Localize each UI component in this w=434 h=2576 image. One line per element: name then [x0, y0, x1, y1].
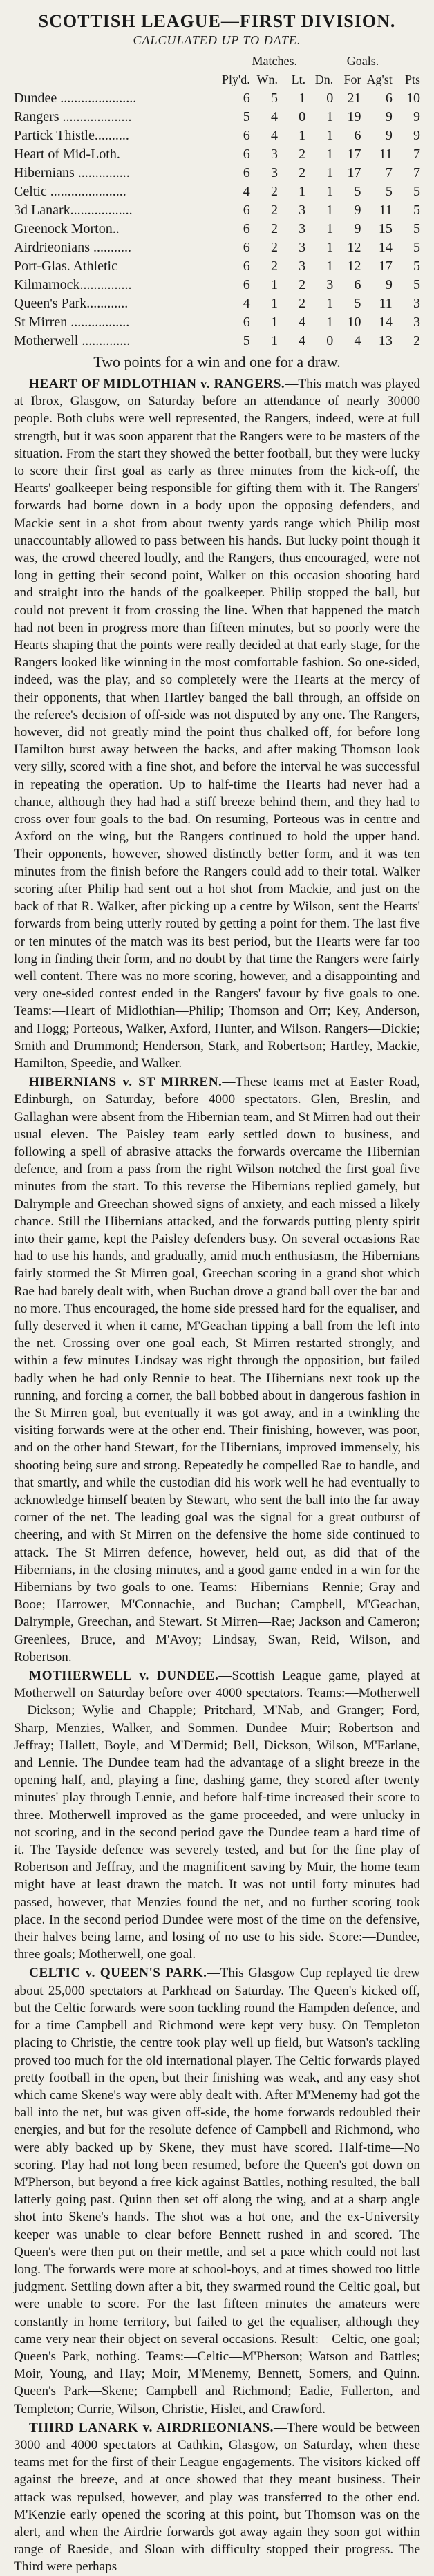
table-row [14, 276, 420, 294]
cell-d: 1 [326, 296, 334, 311]
cell-w: 2 [270, 184, 278, 199]
table-row [14, 257, 420, 276]
cell-w: 2 [270, 203, 278, 218]
cell-a: 11 [379, 147, 393, 162]
cell-a: 11 [379, 203, 393, 218]
cell-l: 1 [299, 91, 306, 106]
team-name: Partick Thistle.......... [14, 128, 129, 143]
cell-l: 3 [299, 240, 306, 255]
cell-pts: 5 [413, 277, 420, 292]
cell-p: 6 [243, 91, 250, 106]
report-body: —There would be between 3000 and 4000 spectators at Cathkin, Glasgow, on Saturday, when these teams met for the first of their League engagements. The visitors kicked off against the breeze, and at once showed that they meant business. Their attack was repulsed, however, and play was transferred to the other end. M'Kenzie early opened the scoring at this point, but Thomson was on the alert, and when the Airdrie forwards got away again they soon got within range of Raeside, and Sloan with difficulty stopped their progress. The Third were perhaps [14, 2420, 420, 2575]
col-played: Ply'd. [222, 73, 250, 86]
col-lost: Lt. [291, 73, 306, 86]
team-name: Heart of Mid-Loth. [14, 147, 120, 162]
col-won: Wn. [256, 73, 278, 86]
cell-p: 4 [243, 296, 250, 311]
cell-d: 0 [326, 91, 334, 106]
cell-p: 6 [243, 240, 250, 255]
cell-pts: 9 [413, 109, 420, 124]
cell-pts: 5 [413, 203, 420, 218]
report-body: —This match was played at Ibrox, Glasgow, on Saturday before an attendance of nearly 30000 people. Both clubs were well represented, the Rangers, indeed, were at full strength, but it was soon apparent that the Rangers were to be masters of the situation. From the start they showed the better football, but they were lucky to score their first goal as early as three minutes from the kick-off, the Hearts' goalkeeper being responsible for gifting them with it. The Rangers' forwards had borne down in a body upon the opposing defenders, and Mackie sent in a shot from about twenty yards range which Philip most unaccountably allowed to pass between his hands. But lucky point though it was, the crowd cheered loudly, and the Rangers, thus encouraged, were not long in getting their second point, Walker on this occasion shooting hard and straight into the hands of the goalkeeper. Philip stopped the ball, but could not prevent it from crossing the line. When that happened the match had not been in progress more than fifteen minutes, but so poorly were the Hearts shaping that the points were really decided at that early stage, for the Rangers looked like winning in the most comfortable fashion. So one-sided, indeed, was the play, and so completely were the Hearts at the mercy of their opponents, that when Hartley banged the ball through, an offside on the referee's decision of off-side was not disputed by any one. The Rangers, however, did not greatly mind the point thus chalked off, for before long Hamilton burst away between the backs, and after making Thomson look very silly, scored with a fine shot, and before the interval he was successful in repeating the operation. Up to half-time the Hearts had never had a chance, although they had had a stiff breeze behind them, and they had to cross over four goals to the bad. On resuming, Porteous was in centre and Axford on the wing, but the Rangers continued to hold the upper hand. Their opponents, however, showed distinctly better form, and it was ten minutes from the finish before the Rangers could add to their total. Walker scoring after Philip had sent out a hot shot from Mackie, and just on the back of that R. Walker, after picking up a centre by Wilson, sent the Hearts' forwards from being utterly routed by getting a point for them. The last five or ten minutes of the match was its best period, but the Hearts were far too long in finding their form, and no doubt by that time the Rangers were fairly well content. There was no more scoring, however, and a disappointing and very one-sided contest ended in the Rangers' favour by five goals to one. Teams:—Heart of Midlothian—Philip; Thomson and Orr; Key, Anderson, and Hogg; Porteous, Walker, Axford, Hunter, and Wilson. Rangers—Dickie; Smith and Drummond; Henderson, Stark, and Robertson; Hartley, Mackie, Hamilton, Speedie, and Walker. [14, 377, 420, 1071]
cell-l: 4 [299, 314, 306, 330]
table-group-header-row [14, 52, 420, 70]
cell-w: 3 [270, 147, 278, 162]
cell-f: 6 [354, 277, 361, 292]
col-goals-for: For [343, 73, 361, 86]
cell-pts: 7 [413, 165, 420, 180]
team-name: Greenock Morton.. [14, 221, 120, 236]
cell-a: 14 [378, 240, 393, 255]
report-heading: THIRD LANARK v. AIRDRIEONIANS. [29, 2420, 274, 2435]
cell-w: 1 [270, 333, 278, 348]
cell-d: 1 [326, 203, 334, 218]
table-row [14, 145, 420, 164]
cell-w: 2 [270, 240, 278, 255]
cell-w: 2 [270, 258, 278, 274]
league-table [14, 52, 420, 350]
cell-d: 1 [326, 258, 334, 274]
cell-f: 12 [347, 240, 361, 255]
table-row [14, 182, 420, 201]
table-row [14, 220, 420, 238]
match-report [14, 1073, 420, 1666]
cell-pts: 7 [413, 147, 420, 162]
cell-pts: 5 [413, 221, 420, 236]
cell-a: 9 [385, 277, 393, 292]
cell-d: 1 [326, 221, 334, 236]
cell-pts: 2 [413, 333, 420, 348]
team-name: Kilmarnock............... [14, 277, 132, 292]
team-name: Airdrieonians ........... [14, 240, 131, 255]
report-heading: HIBERNIANS v. ST MIRREN. [29, 1075, 223, 1090]
cell-f: 12 [347, 258, 361, 274]
report-body: —This Glasgow Cup replayed tie drew about 25,000 spectators at Parkhead on Saturday. The Queen's kicked off, but the Celtic forwards were soon tackling round the Hampden defence, and for a time Campbell and Richmond were kept very busy. On Templeton placing to Christie, the centre took play well up field, but Watson's tackling proved too much for the old international player. The Celtic forwards played pretty football in the open, but their finishing was weak, and any easy shot which came Skene's way were ably dealt with. After M'Menemy had got the ball into the net, but was given off-side, the home forwards redoubled their energies, and but for the resolute defence of Campbell and Richmond, who were ably backed up by Skene, they must have scored. Half-time—No scoring. Play had not long been resumed, before the Queen's got down on M'Pherson, but beyond a free kick against Battles, nothing resulted, the ball latterly going past. Quinn then set off along the wing, and at a sharp angle shot into Skene's hands. The shot was a hot one, and the ex-University keeper was unable to clear before Bennett rushed in and scored. The Queen's were then put on their mettle, and set a pace which could not last long. The forwards were more at school-boys, and at times showed too little judgment. Settling down after a bit, they swarmed round the Celtic goal, but were unable to score. For the last fifteen minutes the amateurs were constantly in home territory, but failed to get the equaliser, although they came very near their object on several occasions. Result:—Celtic, one goal; Queen's Park, nothing. Teams:—Celtic—M'Pherson; Watson and Battles; Moir, Young, and Hay; Moir, M'Menemy, Bennett, Somers, and Quinn. Queen's Park—Skene; Campbell and Richmond; Eadie, Fullerton, and Templeton; Currie, Wilson, Christie, Hislet, and Crawford. [14, 1966, 421, 2416]
cell-p: 6 [243, 147, 250, 162]
goals-group-label: Goals. [346, 54, 379, 68]
report-body: —Scottish League game, played at Motherwell on Saturday before over 4000 spectators. Teams:—Motherwell—Dickson; Wylie and Chapple; Pritchard, M'Nab, and Granger; Ford, Sharp, Menzies, Walker, and Sommen. Dundee—Muir; Robertson and Jeffray; Hallett, Boyle, and M'Dermid; Bell, Dickson, Wilson, M'Farlane, and Lennie. The Dundee team had the advantage of a slight breeze in the opening half, and, playing a fine, dashing game, they scored after twenty minutes' play through Lennie, and before half-time increased their score to three. Motherwell improved as the game proceeded, and were unlucky in not scoring, and in the second period gave the Dundee team a hard time of it. The Tayside defence was severely tested, and but for the fine play of Robertson and Jeffray, and the magnificent saving by Muir, the home team might have at least drawn the match. It was not until forty minutes had passed, however, that Menzies found the net, and no further scoring took place. In the second period Dundee were most of the time on the defensive, their halves being lame, and losing of no use to his side. Score:—Dundee, three goals; Motherwell, one goal. [14, 1668, 420, 1962]
team-name: 3d Lanark.................. [14, 203, 133, 218]
page-subtitle: CALCULATED UP TO DATE. [133, 33, 301, 47]
cell-l: 2 [299, 277, 306, 292]
page-title: SCOTTISH LEAGUE—FIRST DIVISION. [38, 11, 396, 31]
table-row [14, 89, 420, 108]
cell-a: 14 [378, 314, 393, 330]
matches-group-label: Matches. [252, 54, 297, 68]
table-column-header-row [14, 70, 420, 89]
cell-l: 2 [299, 165, 306, 180]
table-row [14, 238, 420, 257]
cell-w: 5 [270, 91, 278, 106]
cell-f: 17 [347, 147, 361, 162]
team-name: Rangers .................... [14, 109, 132, 124]
report-heading: HEART OF MIDLOTHIAN v. RANGERS. [29, 377, 285, 391]
cell-pts: 9 [413, 128, 420, 143]
cell-p: 6 [243, 128, 250, 143]
cell-f: 4 [354, 333, 361, 348]
cell-f: 6 [354, 128, 361, 143]
col-points: Pts [404, 73, 420, 86]
cell-p: 6 [243, 203, 250, 218]
team-name: Queen's Park............ [14, 296, 129, 311]
cell-f: 21 [347, 91, 361, 106]
report-heading: MOTHERWELL v. DUNDEE. [29, 1668, 219, 1684]
cell-d: 0 [326, 333, 334, 348]
match-report [14, 2419, 420, 2576]
team-name: Port-Glas. Athletic [14, 258, 117, 274]
cell-w: 3 [270, 165, 278, 180]
cell-l: 3 [299, 221, 306, 236]
report-body: —These teams met at Easter Road, Edinburgh, on Saturday, before 4000 spectators. Glen, Breslin, and Gallaghan were absent from the Hibernian team, and St Mirren had out their usual eleven. The Paisley team early settled down to business, and following a spell of abrasive attacks the forwards overcame the Hibernian defence, and from a pass from the right Wilson notched the first goal five minutes from the start. To this reverse the Hibernians replied gamely, but Dalrymple and Greechan showed signs of anxiety, and each missed a likely chance. Still the Hibernians attacked, and the forwards putting plenty spirit into their game, kept the Paisley defenders busy. On several occasions Rae had to use his hands, and gradually, amid much enthusiasm, the Hibernians fairly stormed the St Mirren goal, Greechan scoring in a grand shot which Rae had barely dealt with, when Buchan drove a grand ball over the bar and no more. Thus encouraged, the home side pressed hard for the equaliser, and fully deserved it when it came, M'Geachan tipping a ball from the left into the net. Crossing over one goal each, St Mirren restarted strongly, and within a few minutes Lindsay was right through the opposition, but failed badly when he had only Rennie to beat. The Hibernians next took up the running, and forcing a corner, the ball bobbed about in dangerous fashion in the St Mirren goal, but eventually it was got away, and in a twinkling the visiting forwards were at the other end. Their finishing, however, was poor, and on the other hand Stewart, for the Hibernians, improved immensely, his shooting being sure and strong. Repeatedly he compelled Rae to handle, and that smartly, and while the custodian did his work well he had eventually to acknowledge himself beaten by Stewart, who sent the ball into the far away corner of the net. The leading goal was the signal for a great outburst of cheering, and with St Mirren on the defensive the home side continued to attack. The St Mirren defence, however, held out, as did that of the Hibernians, in the closing minutes, and a good game ended in a win for the Hibernians by two goals to one. Teams:—Hibernians—Rennie; Gray and Booe; Harrower, M'Connachie, and Buchan; Campbell, M'Geachan, Dalrymple, Greechan, and Stewart. St Mirren—Rae; Jackson and Cameron; Greenlees, Bruce, and M'Avoy; Lindsay, Swan, Reid, Wilson, and Robertson. [14, 1075, 420, 1664]
table-row [14, 108, 420, 126]
table-row [14, 201, 420, 220]
cell-pts: 5 [413, 240, 420, 255]
cell-a: 5 [385, 184, 393, 199]
col-drawn: Dn. [314, 73, 334, 86]
cell-a: 6 [385, 91, 393, 106]
cell-a: 13 [378, 333, 393, 348]
table-row [14, 164, 420, 182]
cell-f: 5 [354, 184, 361, 199]
cell-f: 5 [354, 296, 361, 311]
cell-a: 11 [379, 296, 393, 311]
team-name: Celtic ...................... [14, 184, 126, 199]
col-goals-against: Ag'st [366, 73, 393, 86]
cell-d: 1 [326, 184, 334, 199]
cell-l: 4 [299, 333, 306, 348]
cell-a: 9 [385, 109, 393, 124]
cell-w: 1 [270, 296, 278, 311]
cell-p: 6 [243, 165, 250, 180]
team-name: Dundee ...................... [14, 91, 137, 106]
table-row [14, 332, 420, 350]
cell-w: 4 [270, 128, 278, 143]
cell-d: 1 [326, 314, 334, 330]
team-name: Motherwell .............. [14, 333, 131, 348]
report-heading: CELTIC v. QUEEN'S PARK. [29, 1966, 207, 1981]
team-name: Hibernians ............... [14, 165, 130, 180]
cell-pts: 3 [413, 296, 420, 311]
cell-p: 5 [243, 109, 250, 124]
match-report [14, 1964, 420, 2417]
points-note: Two points for a win and one for a draw. [93, 353, 341, 370]
cell-l: 1 [299, 184, 306, 199]
cell-pts: 5 [413, 258, 420, 274]
cell-w: 1 [270, 277, 278, 292]
match-report [14, 375, 420, 1072]
cell-p: 5 [243, 333, 250, 348]
cell-d: 3 [326, 277, 334, 292]
cell-l: 3 [299, 258, 306, 274]
cell-pts: 3 [413, 314, 420, 330]
cell-w: 2 [270, 221, 278, 236]
cell-p: 6 [243, 314, 250, 330]
cell-l: 2 [299, 296, 306, 311]
match-report [14, 1667, 420, 1963]
cell-pts: 5 [413, 184, 420, 199]
cell-a: 15 [378, 221, 393, 236]
cell-f: 10 [347, 314, 361, 330]
cell-a: 7 [385, 165, 393, 180]
cell-d: 1 [326, 240, 334, 255]
match-reports [14, 375, 420, 2576]
cell-d: 1 [326, 165, 334, 180]
cell-d: 1 [326, 147, 334, 162]
cell-a: 9 [385, 128, 393, 143]
standings-body [14, 89, 420, 350]
team-name: St Mirren ................. [14, 314, 130, 330]
cell-l: 3 [299, 203, 306, 218]
table-row [14, 294, 420, 313]
cell-l: 0 [299, 109, 306, 124]
cell-pts: 10 [406, 91, 420, 106]
cell-p: 4 [243, 184, 250, 199]
cell-f: 9 [354, 203, 361, 218]
cell-p: 6 [243, 221, 250, 236]
cell-a: 17 [378, 258, 393, 274]
cell-d: 1 [326, 128, 334, 143]
table-row [14, 313, 420, 332]
cell-p: 6 [243, 277, 250, 292]
cell-l: 1 [299, 128, 306, 143]
cell-f: 17 [347, 165, 361, 180]
cell-f: 19 [347, 109, 361, 124]
cell-w: 1 [270, 314, 278, 330]
cell-d: 1 [326, 109, 334, 124]
cell-w: 4 [270, 109, 278, 124]
cell-l: 2 [299, 147, 306, 162]
cell-p: 6 [243, 258, 250, 274]
table-row [14, 126, 420, 145]
cell-f: 9 [354, 221, 361, 236]
